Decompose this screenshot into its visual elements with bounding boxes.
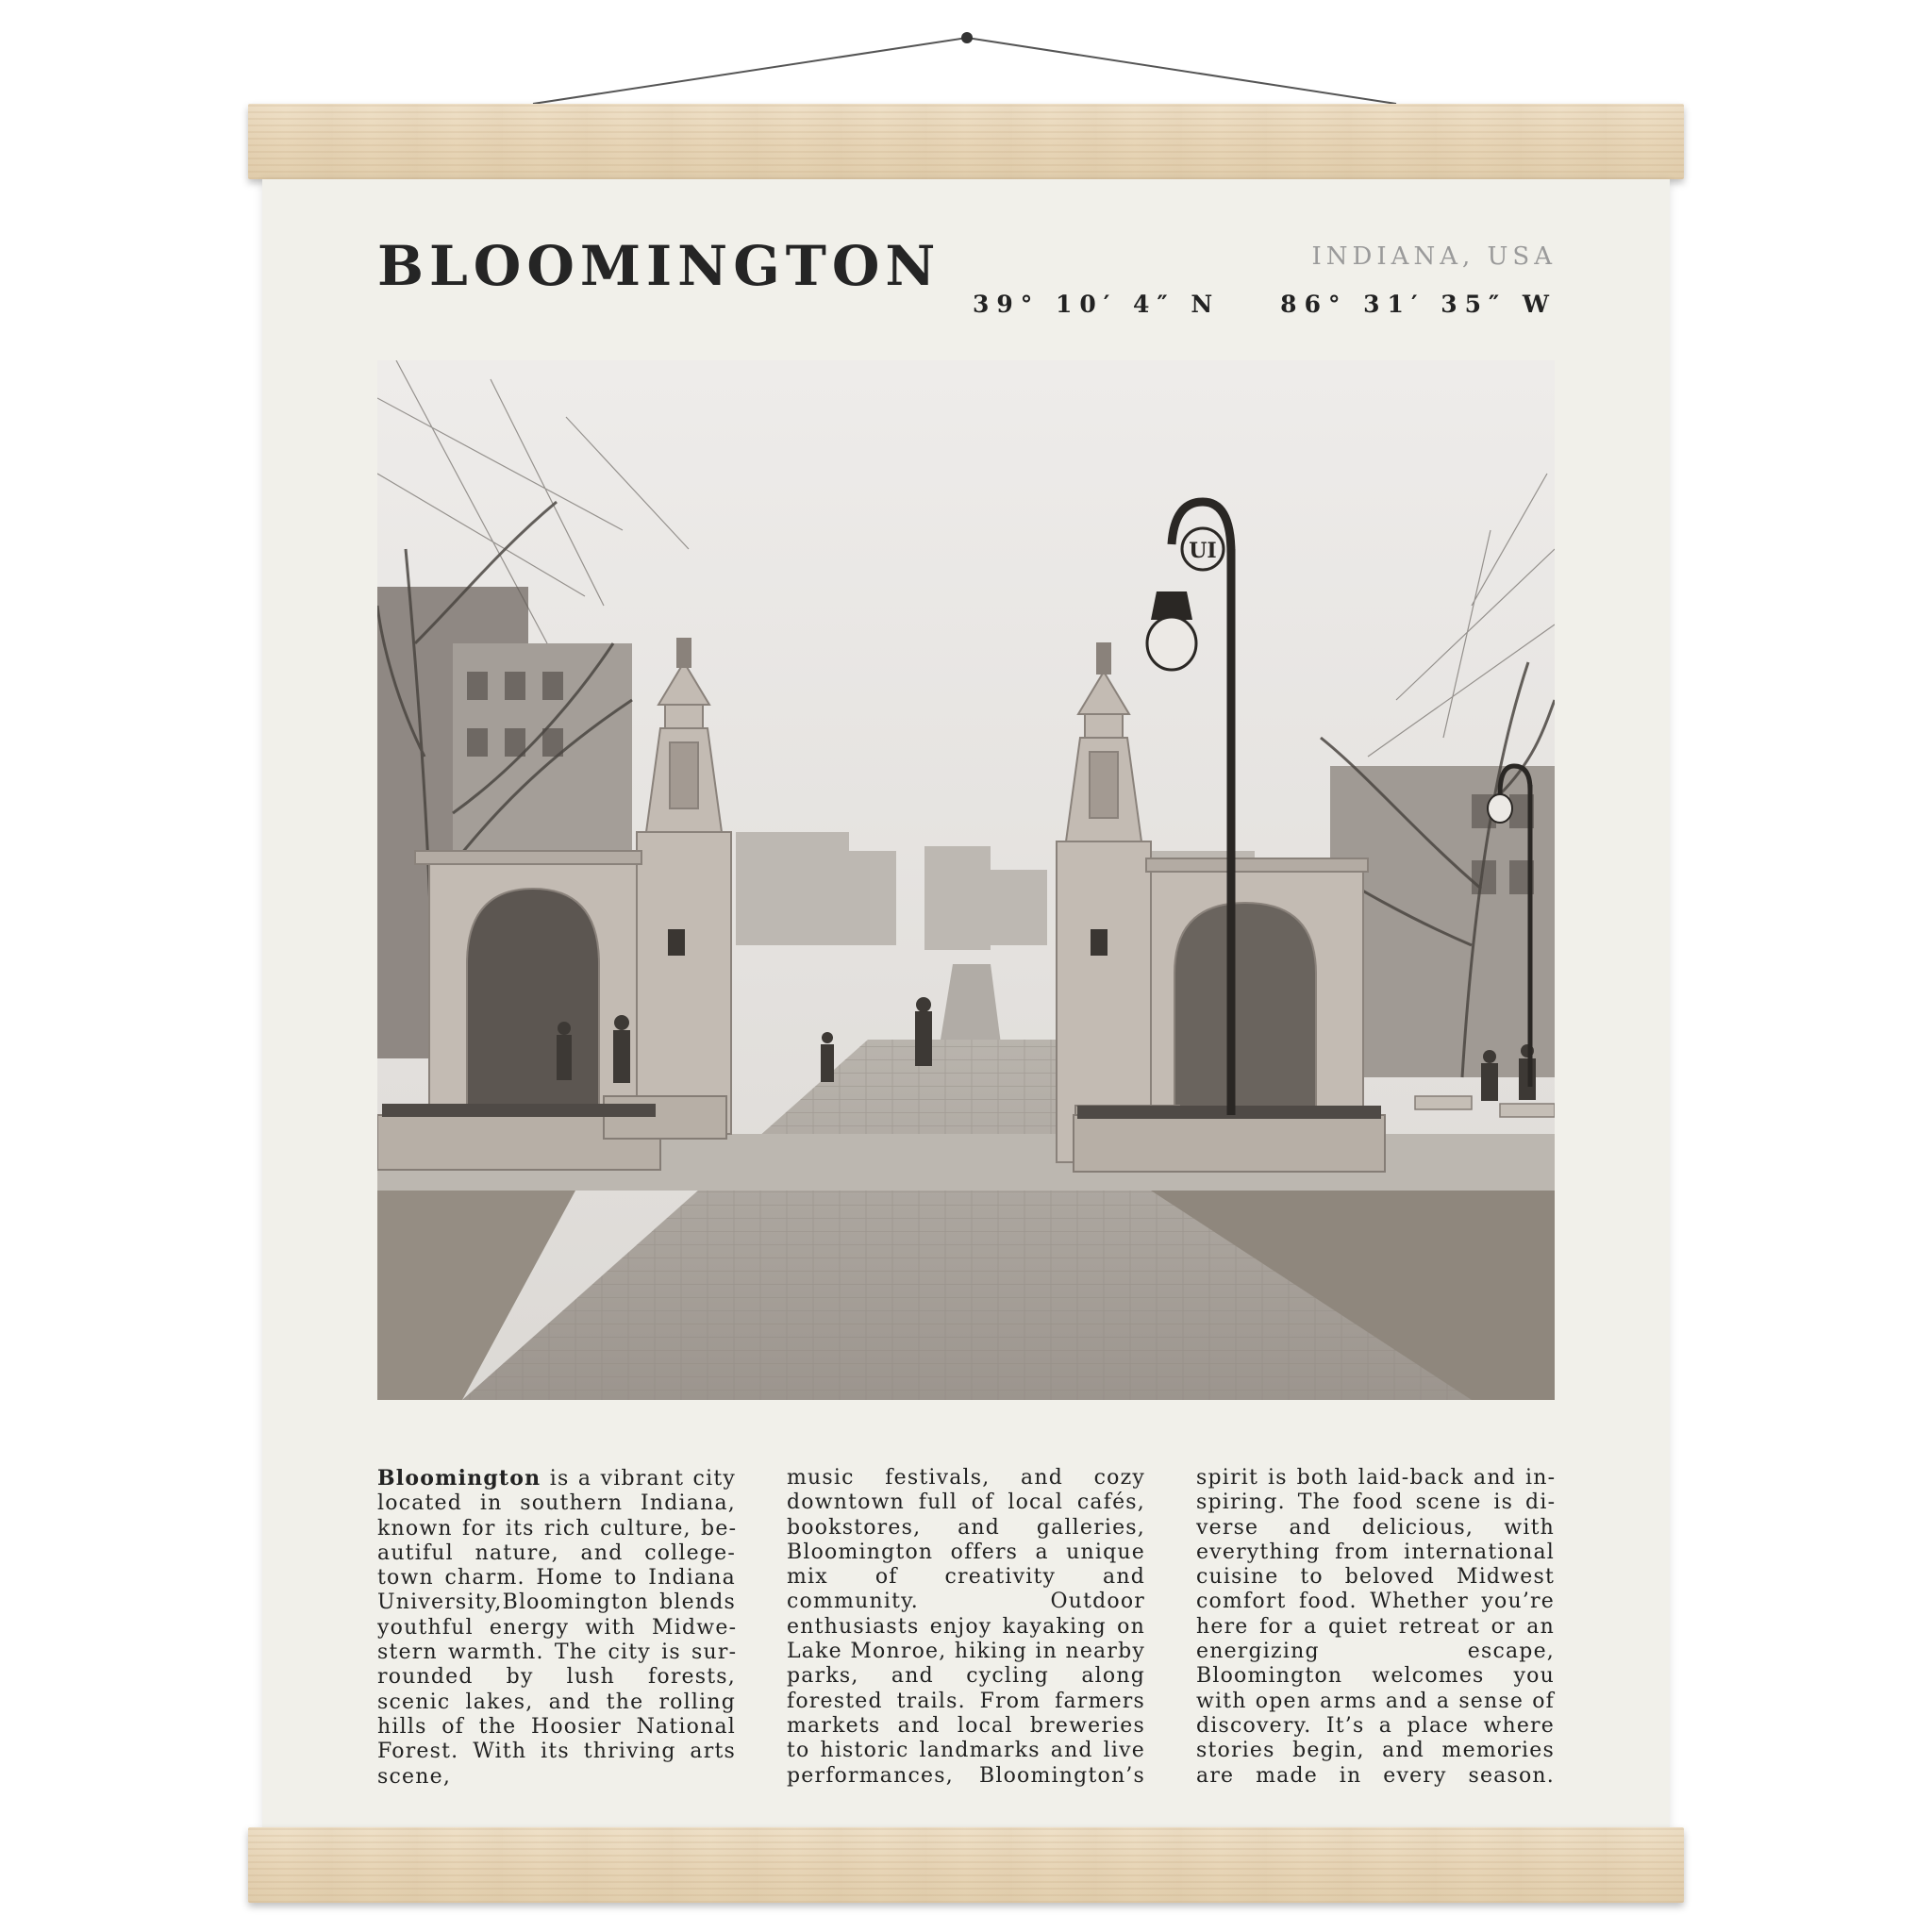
longitude: 86° 31′ 35″ W — [1280, 291, 1557, 318]
lamp-monogram: UI — [1189, 539, 1217, 563]
description-column-1 — [377, 1466, 736, 1790]
description-columns — [377, 1466, 1555, 1790]
description-lead: Bloomington — [377, 1466, 541, 1491]
poster-coordinates — [973, 291, 1557, 318]
gateway-photo — [377, 360, 1555, 1400]
description-column-1-text: is a vibrant city located in southern Indiana, known for its rich culture, beautiful nature, and college-town charm. Home to Indiana University,Bloomington blends youthful energy with Midwestern warmth. The city is surrounded by lush forests, scenic lakes, and the rolling hills of the Hoosier National Forest. With its thriving arts scene, — [377, 1467, 736, 1789]
bottom-wood-hanger — [248, 1827, 1684, 1903]
description-column-3: spirit is both laid-back and inspiring. The food scene is diverse and delicious, with everything from international cuisine to beloved Midwest comfort food. Whether you’re here for a quiet retreat or an energizing escape, Bloomington welcomes you with open arms and a sense of discovery. It’s a place where stories begin, and memories are made in every season. — [1196, 1466, 1555, 1788]
top-wood-hanger — [248, 104, 1684, 179]
latitude: 39° 10′ 4″ N — [972, 291, 1221, 318]
hanger-nail — [961, 32, 973, 43]
poster-title: BLOOMINGTON — [377, 234, 941, 298]
poster-region: INDIANA, USA — [1311, 242, 1557, 271]
description-column-2: music festivals, and cozy downtown full of local cafés, bookstores, and galleries, Bloomington offers a unique mix of creativity and community. Outdoor enthusiasts enjoy kayaking on Lake Monroe, hiking in nearby parks, and cycling along forested trails. From farmers markets and local breweries to historic landmarks and live performances, Bloomington’s — [787, 1466, 1145, 1788]
